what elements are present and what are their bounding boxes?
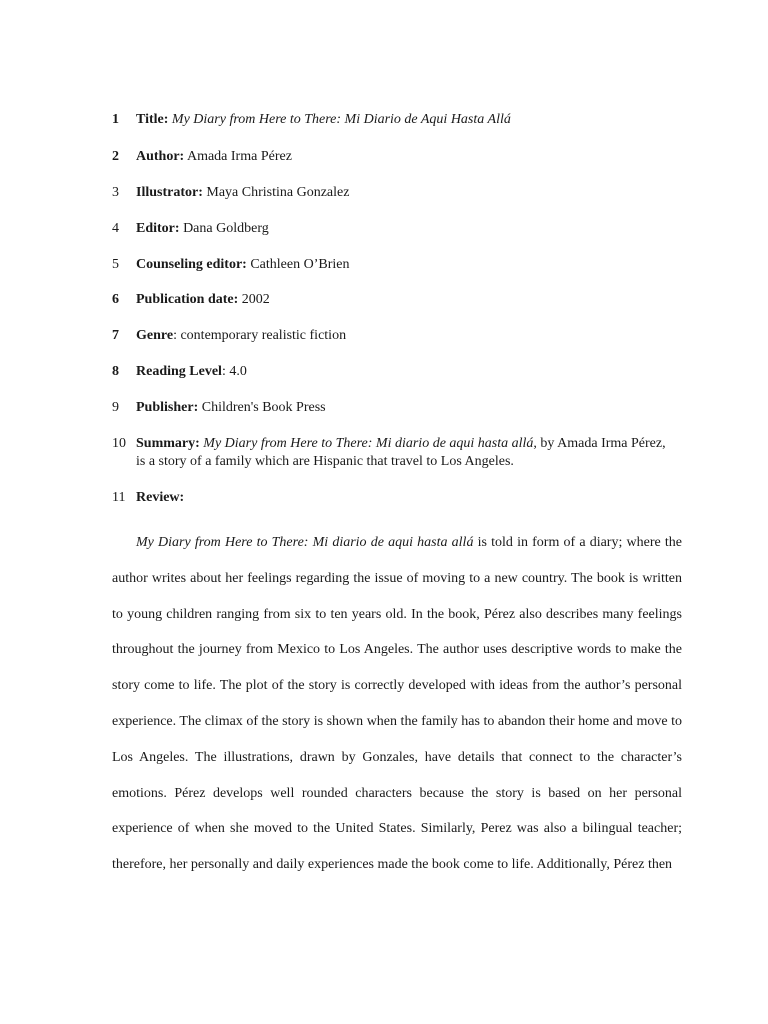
field-label: Title:	[136, 112, 169, 127]
field-value: Dana Goldberg	[183, 221, 269, 236]
review-paragraph	[112, 525, 682, 883]
field-label: Editor:	[136, 221, 180, 236]
field-label: Review:	[136, 490, 185, 505]
field-number: 10	[112, 436, 126, 451]
field-number: 9	[112, 400, 119, 415]
field-label: Reading Level	[136, 364, 222, 379]
field-label: Genre	[136, 328, 174, 343]
field-label: Publication date:	[136, 292, 239, 307]
field-value: Maya Christina Gonzalez	[206, 185, 350, 200]
field-number: 4	[112, 221, 119, 236]
field-value: My Diary from Here to There: Mi Diario de Aqui Hasta Allá	[171, 112, 511, 127]
field-value: : 4.0	[221, 364, 247, 379]
field-value: Children's Book Press	[201, 400, 326, 415]
field-value: Amada Irma Pérez	[186, 149, 292, 164]
field-label: Illustrator:	[136, 185, 203, 200]
field-number: 11	[112, 490, 126, 505]
review-book-title: My Diary from Here to There: Mi diario de aqui hasta allá	[136, 535, 474, 550]
field-number: 6	[112, 292, 119, 307]
summary-book-title: My Diary from Here to There: Mi diario de aqui hasta allá	[203, 436, 534, 451]
field-value: 2002	[241, 292, 270, 307]
field-number: 2	[112, 149, 119, 164]
review-text: is told in form of a diary; where the author writes about her feelings regarding the issue of moving to a new country. The book is written to young children ranging from six to ten years old. In the book, Pérez also describes many feelings throughout the journey from Mexico to Los Angeles. The author uses descriptive words to make the story come to life. The plot of the story is correctly developed with ideas from the author’s personal experience. The climax of the story is shown when the family has to abandon their home and move to Los Angeles. The illustrations, drawn by Gonzales, have details that connect to the character’s emotions. Pérez develops well rounded characters because the story is based on her personal experience of when she moved to the United States. Similarly, Perez was also a bilingual teacher; therefore, her personally and daily experiences made the book come to life. Additionally, Pérez then	[112, 535, 682, 873]
field-number: 5	[112, 257, 119, 272]
field-number: 1	[112, 112, 119, 127]
field-value: : contemporary realistic fiction	[173, 328, 347, 343]
field-label: Publisher:	[136, 400, 199, 415]
field-label: Counseling editor:	[136, 257, 247, 272]
field-number: 8	[112, 364, 119, 379]
summary-text: , by Amada Irma Pérez, is a story of a family which are Hispanic that travel to Los Angeles.	[136, 436, 666, 469]
field-number: 7	[112, 328, 119, 343]
field-number: 3	[112, 185, 119, 200]
field-label: Summary:	[136, 436, 200, 451]
field-value: Cathleen O’Brien	[250, 257, 350, 272]
field-label: Author:	[136, 149, 185, 164]
